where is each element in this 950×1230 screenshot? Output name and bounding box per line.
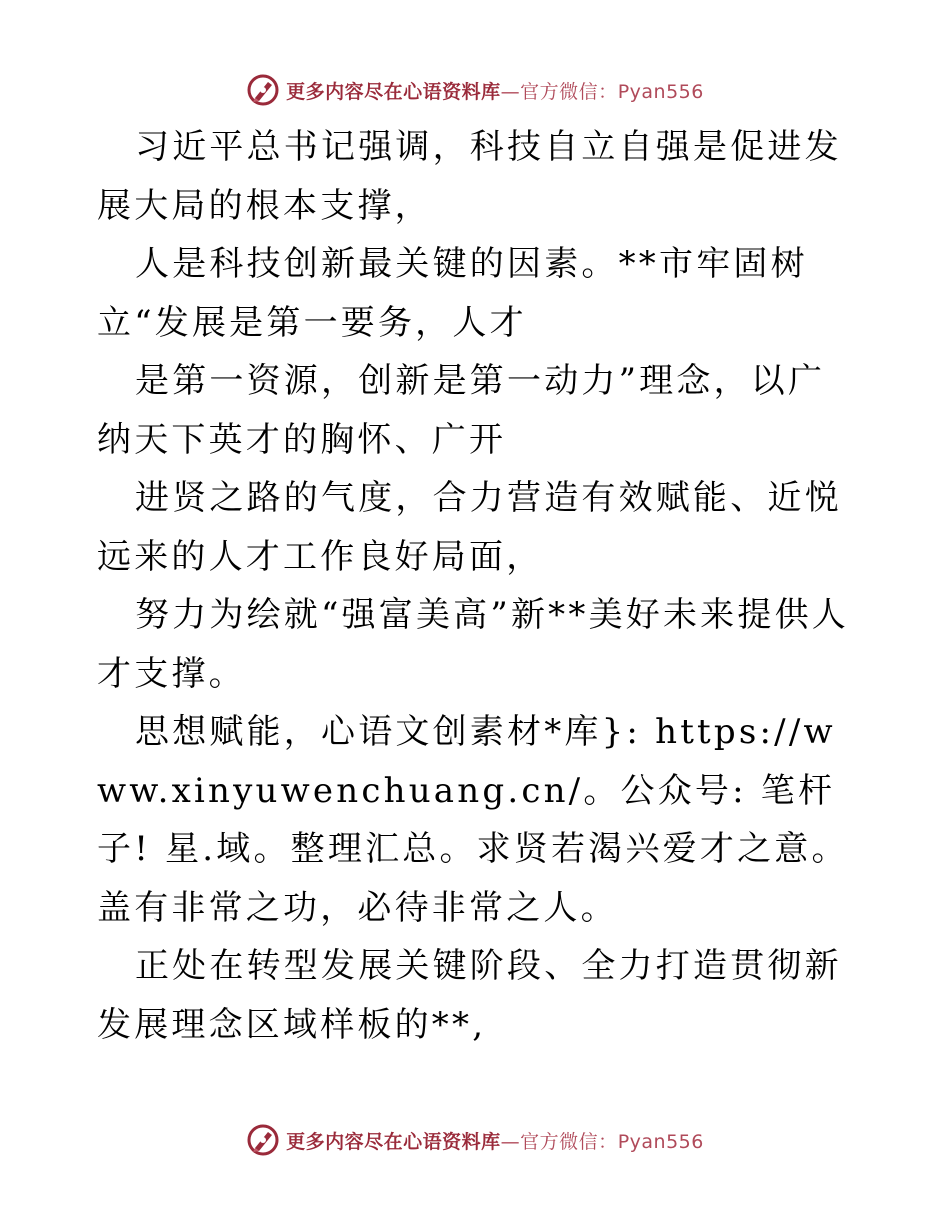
- header-watermark: [0, 70, 950, 110]
- paragraph-line: 功，必待非常之人。: [283, 887, 618, 928]
- paragraph-line: 下英才的胸怀、广开: [171, 419, 507, 460]
- paragraph-line: 思想赋能，心语文创素材*库}: https://: [135, 712, 804, 752]
- paragraph-line: 局的根本支撑，: [171, 185, 432, 226]
- paragraph-line: 努力为绘就“强富美高”新**美好未来提供人才: [97, 595, 849, 694]
- paragraph-line: 的人才工作良好局面，: [171, 536, 544, 577]
- paragraph-line: 进贤之路的气度，合力营造有效赋能、近悦远来: [97, 478, 842, 577]
- paragraph-line: 理念区域样板的**,: [171, 1004, 487, 1045]
- paragraph-line: 习近平总书记强调，科技自立自强是促进发展大: [97, 127, 842, 226]
- paragraph-line: 正处在转型发展关键阶段、全力打造贯彻新发展: [97, 946, 842, 1045]
- paragraph-line: 支撑。: [134, 653, 246, 694]
- paragraph-2: [97, 235, 857, 352]
- paragraph-6: [97, 703, 857, 937]
- document-body: [97, 118, 857, 1054]
- watermark-text: [286, 77, 704, 104]
- pen-circle-logo-icon: [246, 73, 280, 107]
- paragraph-5: [97, 586, 857, 703]
- watermark-dash: —: [500, 80, 521, 103]
- watermark-account-label: 官方微信：: [520, 80, 618, 103]
- watermark-text: [286, 1127, 704, 1154]
- paragraph-line: 人是科技创新最关键的因素。**市牢固树立“发: [97, 244, 808, 343]
- watermark-title: 更多内容尽在心语资料库: [286, 1130, 501, 1153]
- footer-watermark: [0, 1120, 950, 1160]
- pen-circle-logo-icon: [246, 1123, 280, 1157]
- watermark-account-id: Pyan556: [617, 1130, 704, 1153]
- paragraph-line: 是第一资源，创新是第一动力”理念，以广纳天: [97, 361, 826, 460]
- watermark-account-label: 官方微信：: [520, 1130, 618, 1153]
- paragraph-7: [97, 937, 857, 1054]
- watermark-title: 更多内容尽在心语资料库: [286, 80, 501, 103]
- paragraph-1: [97, 118, 857, 235]
- paragraph-line: 域。整理汇总。求贤若渴兴爱才之意。盖有非常之: [97, 829, 849, 928]
- paragraph-line: 展是第一要务，人才: [191, 302, 527, 343]
- paragraph-3: [97, 352, 857, 469]
- paragraph-4: [97, 469, 857, 586]
- paragraph-line: www.xinyuwenchuang.cn/。公众号: 笔杆子! 星.: [97, 712, 836, 869]
- watermark-account-id: Pyan556: [617, 80, 704, 103]
- watermark-dash: —: [500, 1130, 521, 1153]
